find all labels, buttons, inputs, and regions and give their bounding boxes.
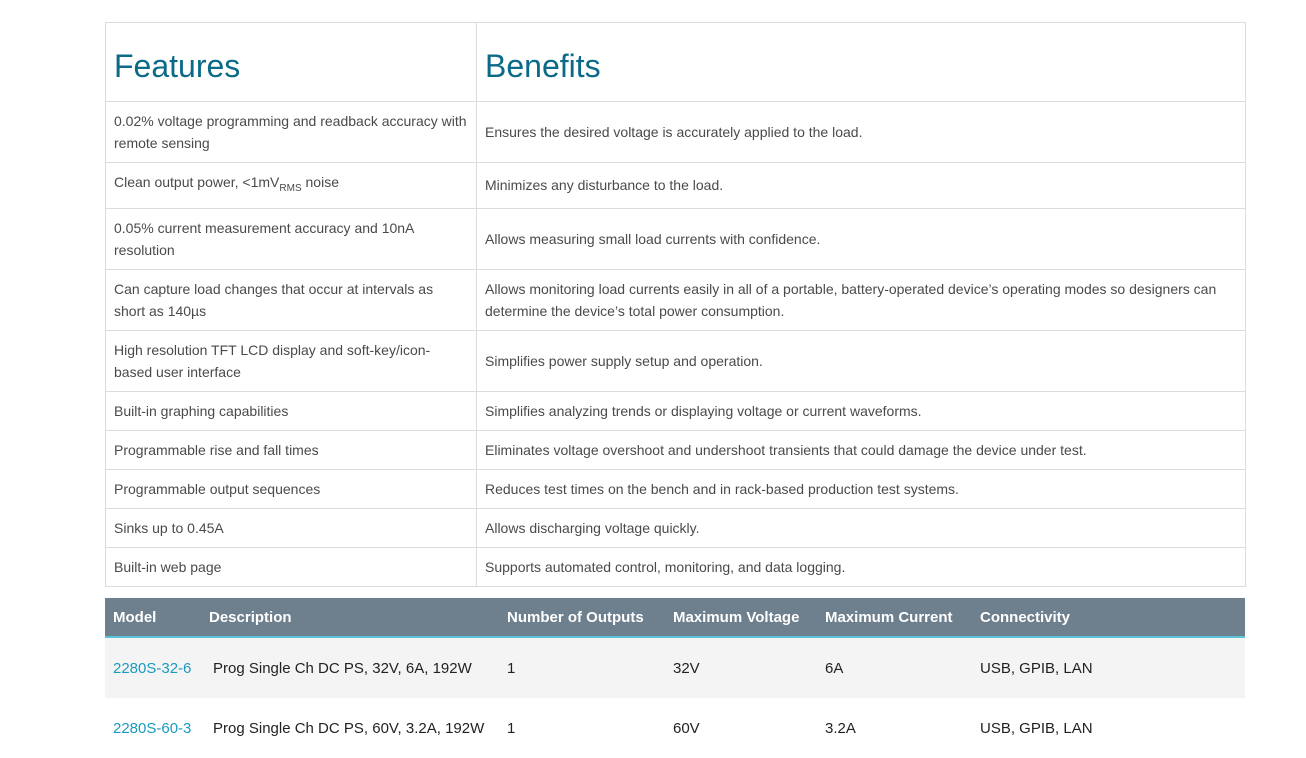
table-row [106, 547, 1246, 586]
benefit-cell: Simplifies power supply setup and operation. [477, 330, 1246, 391]
column-header-model[interactable]: Model [105, 598, 201, 637]
benefit-cell: Allows discharging voltage quickly. [477, 508, 1246, 547]
model-link[interactable]: 2280S-32-6 [113, 659, 192, 677]
benefit-cell: Reduces test times on the bench and in rack-based production test systems. [477, 469, 1246, 508]
table-row [106, 269, 1246, 330]
table-row [106, 469, 1246, 508]
benefit-cell: Eliminates voltage overshoot and undershoot transients that could damage the device under test. [477, 430, 1246, 469]
models-header-row [105, 598, 1245, 637]
table-row [106, 330, 1246, 391]
model-link[interactable]: 2280S-60-3 [113, 719, 192, 737]
feature-cell: High resolution TFT LCD display and soft-key/icon-based user interface [106, 330, 477, 391]
table-row [105, 637, 1245, 698]
current-cell: 3.2A [817, 698, 972, 758]
model-cell [105, 637, 201, 698]
table-row [106, 430, 1246, 469]
features-benefits-table [105, 22, 1246, 587]
benefit-cell: Supports automated control, monitoring, and data logging. [477, 547, 1246, 586]
feature-cell: Built-in graphing capabilities [106, 391, 477, 430]
benefit-cell: Simplifies analyzing trends or displaying voltage or current waveforms. [477, 391, 1246, 430]
current-cell: 6A [817, 637, 972, 698]
table-row [106, 163, 1246, 209]
feature-cell: Built-in web page [106, 547, 477, 586]
table-row [105, 698, 1245, 758]
benefit-cell: Allows measuring small load currents with confidence. [477, 208, 1246, 269]
column-header-current[interactable]: Maximum Current [817, 598, 972, 637]
table-row [106, 508, 1246, 547]
benefit-cell: Minimizes any disturbance to the load. [477, 163, 1246, 209]
outputs-cell: 1 [499, 637, 665, 698]
feature-cell: Sinks up to 0.45A [106, 508, 477, 547]
column-header-voltage[interactable]: Maximum Voltage [665, 598, 817, 637]
connectivity-cell: USB, GPIB, LAN [972, 698, 1245, 758]
feature-text: noise [301, 174, 339, 190]
column-header-description[interactable]: Description [201, 598, 499, 637]
models-table [105, 598, 1245, 758]
feature-cell: Programmable output sequences [106, 469, 477, 508]
table-row [106, 208, 1246, 269]
feature-cell: 0.02% voltage programming and readback accuracy with remote sensing [106, 102, 477, 163]
feature-cell: Programmable rise and fall times [106, 430, 477, 469]
connectivity-cell: USB, GPIB, LAN [972, 637, 1245, 698]
table-row [106, 391, 1246, 430]
features-header-row [106, 23, 1246, 102]
feature-cell: Can capture load changes that occur at intervals as short as 140µs [106, 269, 477, 330]
column-header-outputs[interactable]: Number of Outputs [499, 598, 665, 637]
features-heading: Features [106, 23, 477, 102]
column-header-connectivity[interactable]: Connectivity [972, 598, 1245, 637]
outputs-cell: 1 [499, 698, 665, 758]
feature-subscript: RMS [279, 182, 302, 194]
benefit-cell: Allows monitoring load currents easily in all of a portable, battery-operated device’s operating modes so designers can determine the device’s total power consumption. [477, 269, 1246, 330]
description-cell: Prog Single Ch DC PS, 60V, 3.2A, 192W [201, 698, 499, 758]
benefits-heading: Benefits [477, 23, 1246, 102]
voltage-cell: 32V [665, 637, 817, 698]
benefit-cell: Ensures the desired voltage is accurately applied to the load. [477, 102, 1246, 163]
feature-text: Clean output power, <1mV [114, 174, 280, 190]
voltage-cell: 60V [665, 698, 817, 758]
model-cell [105, 698, 201, 758]
description-cell: Prog Single Ch DC PS, 32V, 6A, 192W [201, 637, 499, 698]
feature-cell [106, 163, 477, 209]
table-row [106, 102, 1246, 163]
feature-cell: 0.05% current measurement accuracy and 10nA resolution [106, 208, 477, 269]
